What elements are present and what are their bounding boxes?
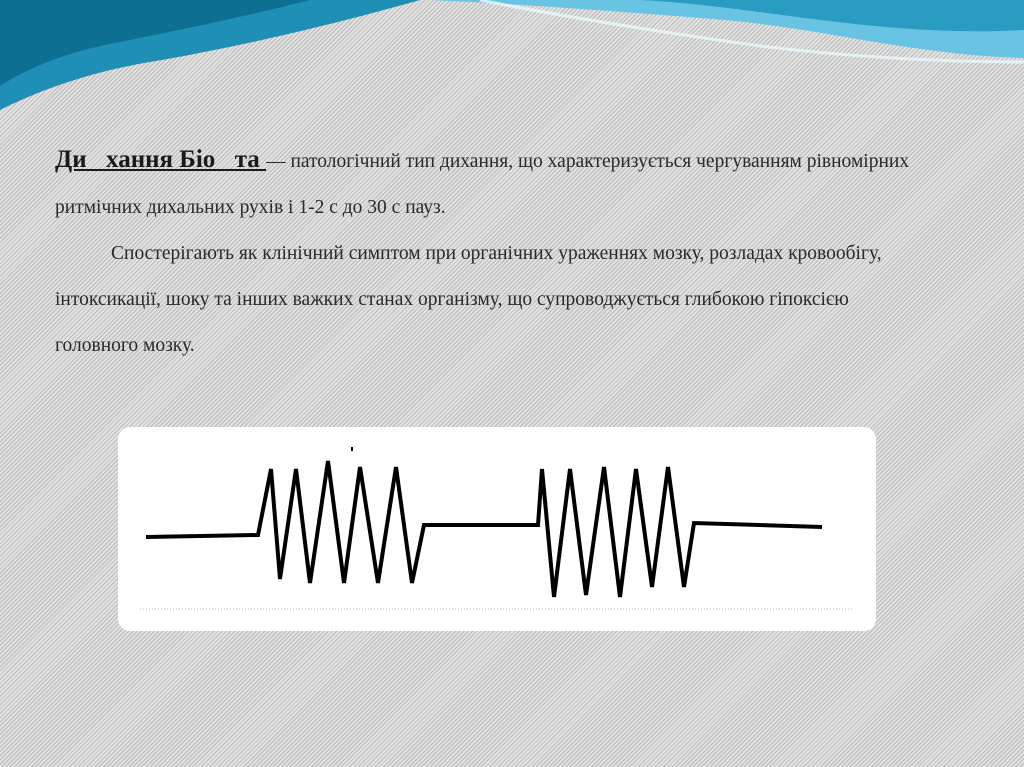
slide-text: [55, 137, 935, 369]
definition-paragraph: [55, 137, 935, 231]
clinical-paragraph: [55, 231, 935, 369]
biot-breathing-waveform-icon: [118, 427, 876, 631]
definition-text: — патологічний тип дихання, що характеризується чергуванням рівномірних ритмічних дихальних рухів і 1-2 с до 30 с пауз.: [55, 151, 910, 218]
term-heading: Ди хання Біо та: [55, 146, 267, 173]
diagram-card: [118, 427, 876, 631]
clinical-text: Спостерігають як клінічний симптом при органічних ураженнях мозку, розладах кровообігу, інтоксикації, шоку та інших важких станах організму, що супроводжується глибокою гіпоксією головного мозку.: [55, 243, 882, 356]
header-wave-decoration: [0, 0, 1024, 120]
